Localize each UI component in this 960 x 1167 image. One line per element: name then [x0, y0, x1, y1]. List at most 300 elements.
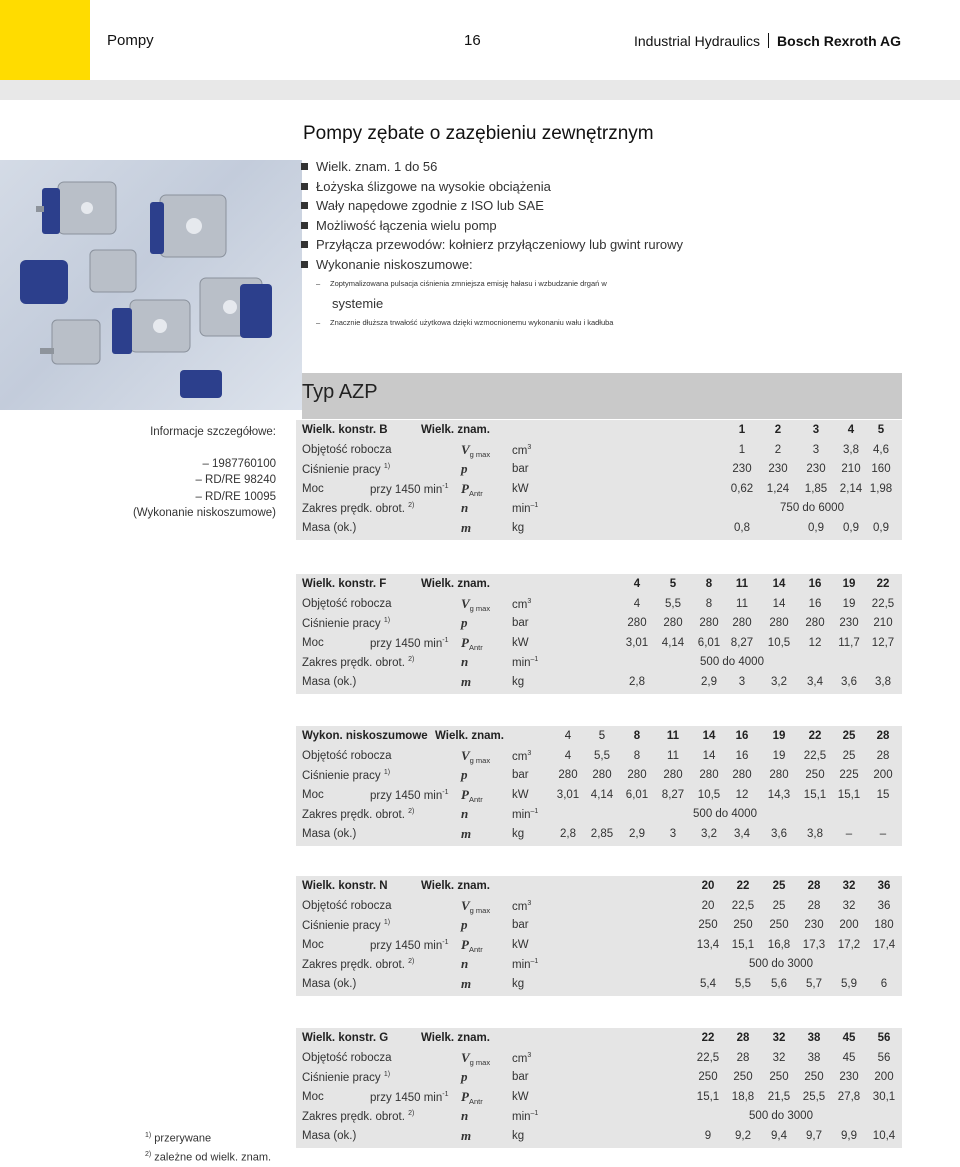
- speed-range: 500 do 3000: [749, 1110, 813, 1123]
- size-value: 11: [666, 730, 680, 742]
- power-value: 1,85: [804, 482, 828, 495]
- symbol: [461, 806, 468, 822]
- size-value: 19: [772, 730, 786, 742]
- unit: kW: [512, 636, 529, 649]
- param-condition: [370, 939, 448, 952]
- mass-value: 9,9: [841, 1130, 857, 1142]
- displacement-value: 19: [842, 597, 856, 610]
- symbol: [461, 767, 468, 783]
- table-row: [296, 460, 902, 480]
- symbol: [461, 1128, 471, 1144]
- size-value: 19: [842, 578, 856, 590]
- company-name: Bosch Rexroth AG: [777, 33, 901, 49]
- table-row: [296, 766, 902, 786]
- symbol-p: p: [461, 767, 468, 783]
- superscript: –1: [530, 958, 539, 966]
- symbol-m: m: [461, 976, 472, 991]
- power-value: 12,7: [871, 636, 895, 649]
- unit: [512, 502, 538, 515]
- pressure-value: 230: [732, 463, 752, 476]
- displacement-value: 4,6: [873, 443, 889, 456]
- pressure-value: 280: [663, 769, 683, 782]
- speed-range: 500 do 3000: [749, 958, 813, 971]
- displacement-value: 4: [633, 597, 641, 610]
- mass-value: 2,85: [590, 828, 614, 840]
- displacement-value: 25: [842, 749, 856, 762]
- speed-range: 750 do 6000: [780, 502, 844, 515]
- symbol: [461, 442, 490, 459]
- power-value: 8,27: [730, 636, 754, 649]
- power-value: 10,5: [697, 788, 721, 801]
- label-text: przy 1450 min: [370, 483, 443, 496]
- symbol-v: V: [461, 897, 470, 913]
- pressure-value: 280: [627, 617, 647, 630]
- feature-list: [300, 157, 683, 333]
- displacement-value: 4: [564, 749, 572, 762]
- product-photo: [0, 160, 302, 410]
- speed-range: 500 do 4000: [700, 656, 764, 669]
- symbol-sub: g max: [469, 603, 491, 613]
- mass-value: 3,4: [734, 828, 750, 840]
- unit: bar: [512, 463, 529, 476]
- power-value: 17,2: [837, 938, 861, 951]
- dash-marker: –: [316, 318, 321, 327]
- superscript: 1): [383, 463, 391, 471]
- table-header-row: [296, 727, 902, 747]
- param-label: Objętość robocza: [302, 749, 392, 762]
- param-label: Objętość robocza: [302, 443, 392, 456]
- power-value: 16,8: [767, 938, 791, 951]
- header-divider: [768, 33, 769, 48]
- power-value: 10,5: [767, 636, 791, 649]
- pressure-value: 160: [871, 463, 891, 476]
- param-condition: [370, 789, 448, 802]
- displacement-value: 19: [772, 749, 786, 762]
- mass-value: 2,8: [560, 828, 576, 840]
- superscript: 3: [527, 443, 532, 451]
- symbol: [461, 500, 468, 516]
- unit: bar: [512, 1071, 529, 1084]
- feature-item: – Zoptymalizowana pulsacja ciśnienia zmniejsza emisję hałasu i wzbudzanie drgań w: [300, 274, 683, 294]
- pressure-value: 280: [627, 769, 647, 782]
- feature-item: Wielk. znam. 1 do 56: [300, 157, 683, 177]
- mass-value: 3,2: [771, 676, 787, 688]
- unit-text: cm: [512, 1052, 528, 1065]
- size-value: 2: [774, 424, 782, 436]
- label-text: Ciśnienie pracy: [302, 920, 381, 933]
- symbol-sub: Antr: [468, 944, 483, 954]
- label-text: Zakres prędk. obrot.: [302, 809, 405, 822]
- unit: [512, 1052, 531, 1065]
- param-condition: [370, 483, 448, 496]
- param-label: Moc: [302, 482, 324, 495]
- label-text: Zakres prędk. obrot.: [302, 1111, 405, 1124]
- mass-value: 2,9: [629, 828, 645, 840]
- feature-item: Wały napędowe zgodnie z ISO lub SAE: [300, 196, 683, 216]
- feature-item: – Znacznie dłuższa trwałość użytkowa dzięki wzmocnionemu wykonaniu wału i kadłuba: [300, 313, 683, 333]
- power-value: 18,8: [731, 1090, 755, 1103]
- pressure-value: 280: [699, 617, 719, 630]
- symbol-P: P: [461, 1088, 469, 1104]
- table-row: [296, 441, 902, 461]
- symbol-sub: g max: [469, 905, 491, 915]
- info-references: [110, 424, 276, 522]
- size-value: 32: [842, 880, 856, 892]
- symbol-p: p: [461, 1069, 468, 1085]
- superscript: 2): [408, 656, 415, 664]
- displacement-value: 25: [772, 899, 786, 912]
- info-ref: – 1987760100: [202, 457, 276, 470]
- unit-text: cm: [512, 900, 528, 913]
- power-value: 1,24: [766, 482, 790, 495]
- mass-value: 9,2: [735, 1130, 751, 1142]
- section-title: Pompy: [107, 32, 154, 49]
- superscript: 2): [408, 808, 415, 816]
- param-label: Moc: [302, 636, 324, 649]
- header-brand: [634, 33, 901, 49]
- symbol-P: P: [461, 480, 469, 496]
- unit: bar: [512, 769, 529, 782]
- displacement-value: 32: [772, 1051, 786, 1064]
- param-label: Moc: [302, 938, 324, 951]
- unit: [512, 656, 538, 669]
- mass-value: 3,6: [771, 828, 787, 840]
- label-text: Ciśnienie pracy: [302, 464, 381, 477]
- displacement-value: 3,8: [843, 443, 859, 456]
- superscript: 3: [527, 749, 532, 757]
- mass-value: 2,8: [629, 676, 645, 688]
- power-value: 30,1: [872, 1090, 896, 1103]
- table-row: [296, 786, 902, 806]
- symbol: [461, 898, 490, 915]
- size-value: 14: [772, 578, 786, 590]
- table-row: [296, 1088, 902, 1108]
- power-value: 14,3: [767, 788, 791, 801]
- pressure-value: 210: [841, 463, 861, 476]
- table-header-row: [296, 575, 902, 595]
- power-value: 3,01: [556, 788, 580, 801]
- unit: [512, 750, 531, 763]
- pressure-value: 210: [873, 617, 893, 630]
- pressure-value: 230: [768, 463, 788, 476]
- displacement-value: 22,5: [696, 1051, 720, 1064]
- label-text: Zakres prędk. obrot.: [302, 959, 405, 972]
- size-value: 36: [877, 880, 891, 892]
- size-value: 22: [736, 880, 750, 892]
- pressure-value: 250: [805, 769, 825, 782]
- size-label: Wielk. znam.: [421, 578, 490, 590]
- size-value: 22: [876, 578, 890, 590]
- pressure-value: 250: [804, 1071, 824, 1084]
- feature-item: Możliwość łączenia wielu pomp: [300, 216, 683, 236]
- pressure-value: 250: [769, 919, 789, 932]
- table-row: [296, 897, 902, 917]
- superscript: -1: [442, 938, 449, 946]
- displacement-value: 5,5: [594, 749, 610, 762]
- power-value: 12: [808, 636, 822, 649]
- symbol: [461, 917, 468, 933]
- symbol: [461, 1089, 483, 1106]
- feature-item: systemie: [332, 295, 384, 311]
- symbol-n: n: [461, 1108, 469, 1124]
- symbol-sub: Antr: [468, 488, 483, 498]
- symbol: [461, 461, 468, 477]
- table-row: [296, 499, 902, 519]
- gear-pumps-illustration: [0, 160, 302, 410]
- size-label: Wielk. znam.: [435, 730, 504, 742]
- size-value: 8: [633, 730, 641, 742]
- info-ref: – RD/RE 98240: [195, 474, 276, 486]
- pressure-value: 250: [733, 919, 753, 932]
- label-text: przy 1450 min: [370, 1091, 443, 1104]
- power-value: 25,5: [802, 1090, 826, 1103]
- param-label: Objętość robocza: [302, 597, 392, 610]
- mass-value: 3: [738, 676, 746, 688]
- pressure-value: 230: [804, 919, 824, 932]
- superscript: -1: [442, 636, 449, 644]
- pressure-value: 250: [733, 1071, 753, 1084]
- symbol-n: n: [461, 956, 469, 972]
- table-row: [296, 936, 902, 956]
- pressure-value: 280: [558, 769, 578, 782]
- label-text: Ciśnienie pracy: [302, 618, 381, 631]
- symbol: [461, 674, 471, 690]
- size-value: 25: [842, 730, 856, 742]
- unit: [512, 1110, 538, 1123]
- param-label: Masa (ok.): [302, 1130, 357, 1142]
- power-value: 6,01: [697, 636, 721, 649]
- mass-value: 2,9: [701, 676, 717, 688]
- power-value: 21,5: [767, 1090, 791, 1103]
- unit-text: cm: [512, 750, 528, 763]
- info-ref: – RD/RE 10095: [195, 490, 276, 503]
- param-label: [302, 808, 414, 821]
- param-label: [302, 919, 390, 932]
- symbol-v: V: [461, 747, 470, 763]
- unit: kg: [512, 522, 525, 534]
- power-value: 15,1: [837, 788, 861, 801]
- symbol: [461, 615, 468, 631]
- power-value: 17,4: [872, 938, 896, 951]
- size-value: 14: [702, 730, 716, 742]
- superscript: 2): [408, 502, 415, 510]
- displacement-value: 22,5: [871, 597, 895, 610]
- header-accent-block: [0, 0, 90, 80]
- displacement-value: 1: [738, 443, 746, 456]
- size-value: 22: [808, 730, 822, 742]
- pressure-value: 280: [663, 617, 683, 630]
- displacement-value: 22,5: [731, 899, 755, 912]
- displacement-value: 8: [633, 749, 641, 762]
- unit-text: min: [512, 809, 531, 822]
- pressure-value: 225: [839, 769, 859, 782]
- unit: [512, 598, 531, 611]
- series-label: Wykon. niskoszumowe: [302, 730, 428, 742]
- size-value: 22: [701, 1032, 715, 1044]
- size-value: 56: [877, 1032, 891, 1044]
- series-label: Wielk. konstr. B: [302, 424, 388, 436]
- symbol: [461, 956, 468, 972]
- size-value: 5: [877, 424, 885, 436]
- superscript: -1: [442, 482, 449, 490]
- table-row: [296, 825, 902, 845]
- unit: kW: [512, 482, 529, 495]
- symbol-sub: Antr: [468, 642, 483, 652]
- division-name: Industrial Hydraulics: [633, 33, 761, 49]
- param-label: [302, 656, 414, 669]
- mass-value: 3,8: [807, 828, 823, 840]
- symbol-sub: Antr: [468, 794, 483, 804]
- series-label: Wielk. konstr. N: [302, 880, 388, 892]
- param-condition: [370, 637, 448, 650]
- mass-value: 5,5: [735, 978, 751, 990]
- page-header: [0, 0, 960, 80]
- power-value: 15,1: [696, 1090, 720, 1103]
- superscript: 1): [383, 617, 391, 625]
- symbol-P: P: [461, 786, 469, 802]
- param-label: [302, 1110, 414, 1123]
- power-value: 15: [876, 788, 890, 801]
- mass-value: 3,8: [875, 676, 891, 688]
- label-text: Zakres prędk. obrot.: [302, 657, 405, 670]
- mass-value: 3,4: [807, 676, 823, 688]
- label-text: Zakres prędk. obrot.: [302, 503, 405, 516]
- mass-value: 0,9: [843, 522, 859, 534]
- superscript: 3: [527, 597, 532, 605]
- unit: kg: [512, 978, 525, 990]
- mass-value: 5,9: [841, 978, 857, 990]
- symbol-n: n: [461, 806, 469, 822]
- footnote: $^{1)}$ przerywane: [145, 1132, 212, 1145]
- unit: kg: [512, 676, 525, 688]
- size-value: 5: [598, 730, 606, 742]
- param-label: Masa (ok.): [302, 978, 357, 990]
- table-row: [296, 805, 902, 825]
- table-row: [296, 614, 902, 634]
- unit: [512, 808, 538, 821]
- table-row: [296, 673, 902, 693]
- mass-value: –: [879, 828, 887, 840]
- symbol-sub: g max: [469, 449, 491, 459]
- displacement-value: 28: [876, 749, 890, 762]
- displacement-value: 11: [667, 749, 679, 762]
- table-row: [296, 1068, 902, 1088]
- symbol-n: n: [461, 654, 469, 670]
- power-value: 15,1: [731, 938, 755, 951]
- mass-value: 0,9: [873, 522, 889, 534]
- footnote: $^{2)}$ zależne od wielk. znam.: [145, 1150, 272, 1164]
- mass-value: 3: [669, 828, 677, 840]
- unit-text: cm: [512, 444, 528, 457]
- displacement-value: 28: [736, 1051, 750, 1064]
- superscript: 1): [383, 919, 391, 927]
- mass-value: –: [845, 828, 853, 840]
- superscript: –1: [530, 502, 539, 510]
- pressure-value: 200: [839, 919, 859, 932]
- table-header-row: [296, 877, 902, 897]
- displacement-value: 16: [735, 749, 749, 762]
- info-ref: (Wykonanie niskoszumowe): [132, 507, 276, 519]
- unit-text: min: [512, 959, 531, 972]
- displacement-value: 2: [774, 443, 782, 456]
- pressure-value: 280: [805, 617, 825, 630]
- pressure-value: 180: [874, 919, 894, 932]
- table-row: [296, 975, 902, 995]
- label-text: przy 1450 min: [370, 939, 443, 952]
- param-label: [302, 463, 390, 476]
- symbol-sub: g max: [469, 755, 491, 765]
- table-header-row: [296, 421, 902, 441]
- spec-table: [296, 726, 902, 846]
- unit: [512, 958, 538, 971]
- symbol: [461, 748, 490, 765]
- label-text: Ciśnienie pracy: [302, 1072, 381, 1085]
- param-label: Objętość robocza: [302, 1051, 392, 1064]
- type-title: Typ AZP: [302, 381, 378, 403]
- mass-value: 5,7: [806, 978, 822, 990]
- displacement-value: 8: [705, 597, 713, 610]
- size-value: 4: [564, 730, 572, 742]
- displacement-value: 3: [812, 443, 820, 456]
- displacement-value: 11: [736, 597, 748, 610]
- pressure-value: 280: [592, 769, 612, 782]
- superscript: 3: [527, 899, 532, 907]
- spec-table: [296, 420, 902, 540]
- superscript: 1): [383, 1071, 391, 1079]
- symbol-p: p: [461, 615, 468, 631]
- info-heading: Informacje szczegółowe:: [150, 426, 276, 438]
- displacement-value: 28: [807, 899, 821, 912]
- symbol-v: V: [461, 1049, 470, 1065]
- param-label: Masa (ok.): [302, 522, 357, 534]
- mass-value: 6: [880, 978, 888, 990]
- unit-text: cm: [512, 598, 528, 611]
- label-text: Ciśnienie pracy: [302, 770, 381, 783]
- symbol: [461, 1050, 490, 1067]
- symbol-P: P: [461, 634, 469, 650]
- superscript: –1: [530, 808, 539, 816]
- param-label: Moc: [302, 788, 324, 801]
- param-label: [302, 1071, 390, 1084]
- superscript: –1: [530, 1110, 539, 1118]
- unit: bar: [512, 617, 529, 630]
- param-label: Moc: [302, 1090, 324, 1103]
- mass-value: 0,8: [734, 522, 750, 534]
- pressure-value: 280: [769, 769, 789, 782]
- displacement-value: 20: [701, 899, 715, 912]
- displacement-value: 16: [808, 597, 822, 610]
- symbol: [461, 787, 483, 804]
- footnotes: [145, 1128, 271, 1165]
- power-value: 1,98: [869, 482, 893, 495]
- mass-value: 3,2: [701, 828, 717, 840]
- size-value: 28: [736, 1032, 750, 1044]
- size-value: 5: [669, 578, 677, 590]
- unit: kW: [512, 788, 529, 801]
- superscript: 2): [408, 1110, 415, 1118]
- table-row: [296, 1107, 902, 1127]
- page-title: Pompy zębate o zazębieniu zewnętrznym: [303, 123, 654, 144]
- param-label: Masa (ok.): [302, 828, 357, 840]
- symbol-p: p: [461, 917, 468, 933]
- power-value: 4,14: [590, 788, 614, 801]
- symbol-n: n: [461, 500, 469, 516]
- power-value: 3,01: [625, 636, 649, 649]
- pressure-value: 230: [839, 1071, 859, 1084]
- symbol-m: m: [461, 1128, 472, 1143]
- pressure-value: 250: [698, 1071, 718, 1084]
- symbol-m: m: [461, 520, 472, 535]
